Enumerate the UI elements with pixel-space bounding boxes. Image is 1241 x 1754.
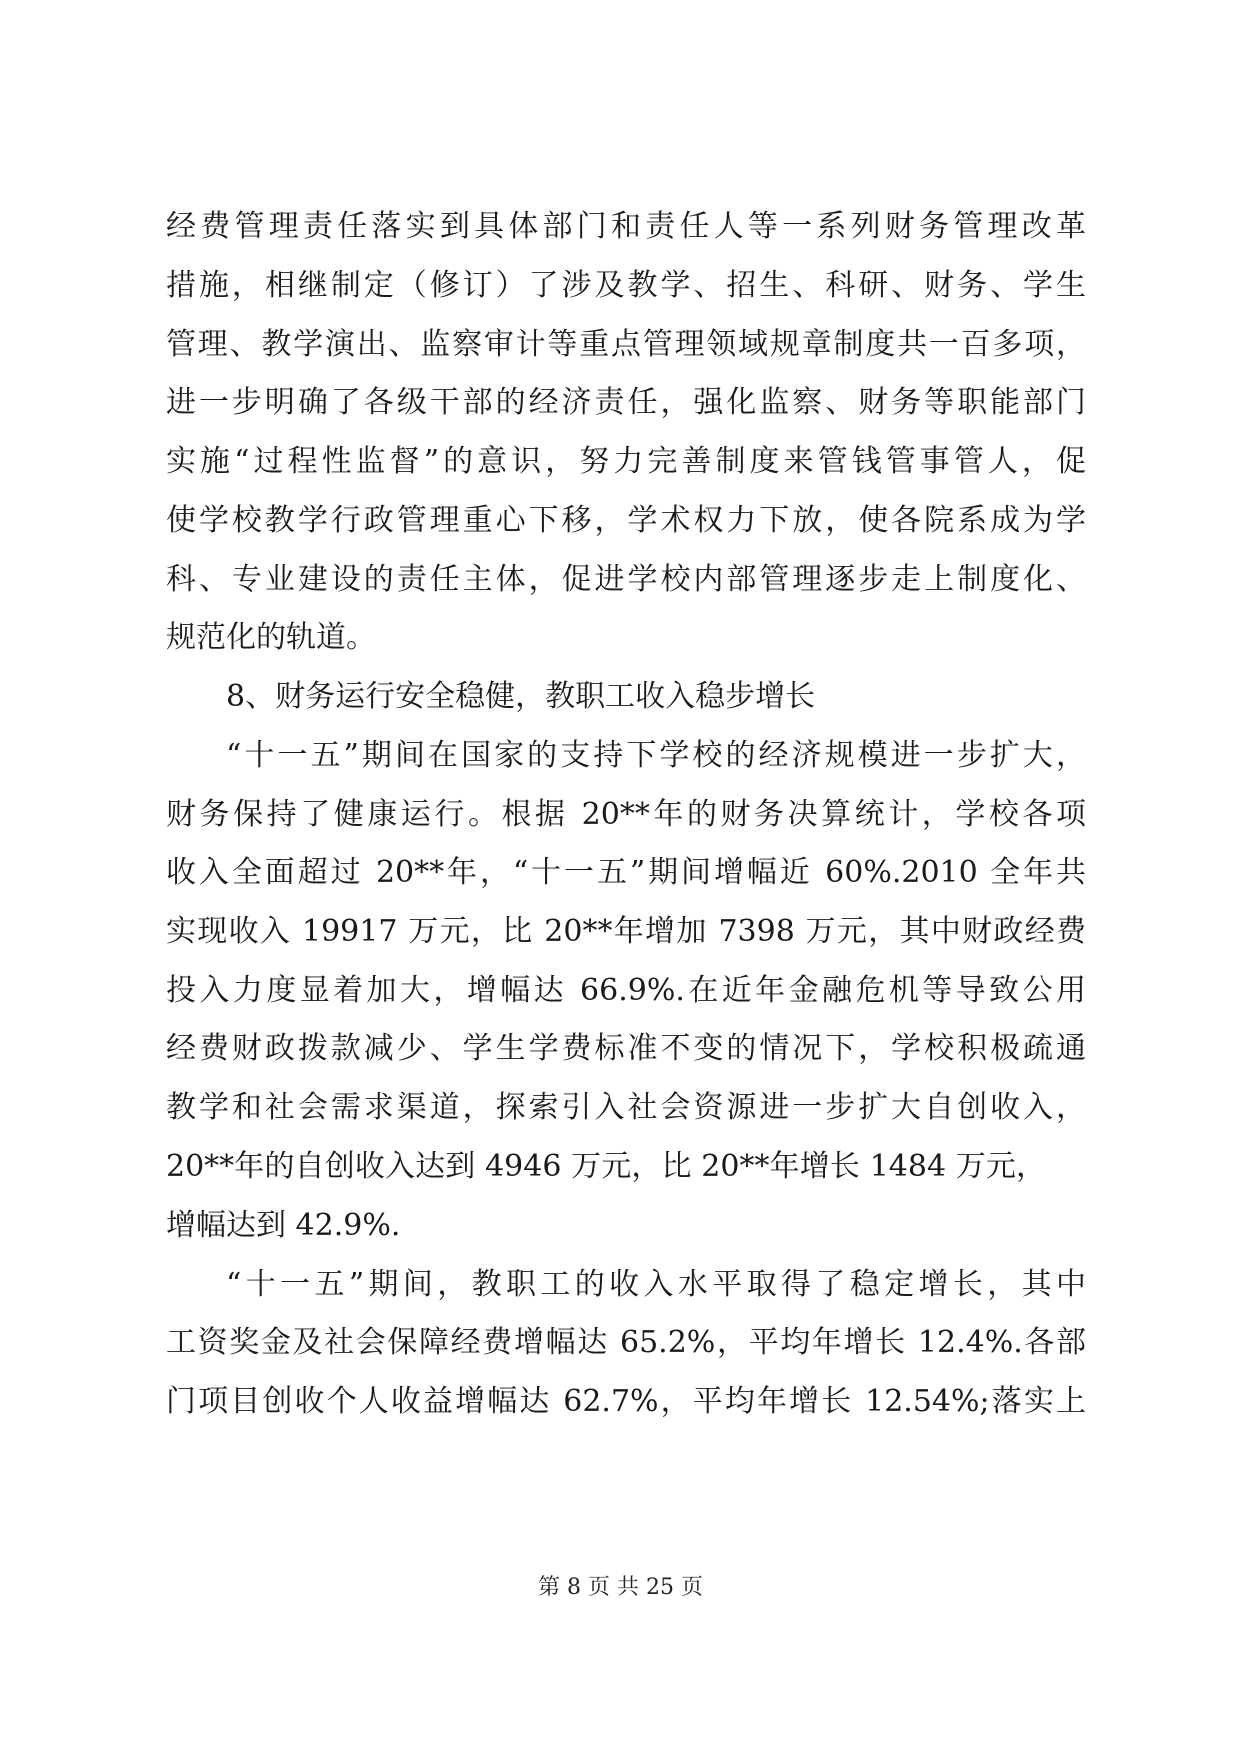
body-text-line: 使学校教学行政管理重心下移，学术权力下放，使各院系成为学 — [166, 503, 1086, 538]
body-text-line: 门项目创收个人收益增幅达 62.7%，平均年增长 12.54%;落实上 — [166, 1384, 1086, 1419]
body-text-line: 投入力度显着加大，增幅达 66.9%.在近年金融危机等导致公用 — [166, 973, 1086, 1008]
body-text-line: 实现收入 19917 万元，比 20**年增加 7398 万元，其中财政经费 — [166, 914, 1086, 949]
page-number-footer: 第 8 页 共 25 页 — [538, 1575, 703, 1600]
body-text-line: 科、专业建设的责任主体，促进学校内部管理逐步走上制度化、 — [166, 562, 1086, 597]
body-text-line: 20**年的自创收入达到 4946 万元，比 20**年增长 1484 万元， — [166, 1149, 1046, 1184]
section-heading: 8、财务运行安全稳健，教职工收入稳步增长 — [226, 679, 816, 714]
body-text-line: 实施“过程性监督”的意识，努力完善制度来管钱管事管人，促 — [166, 444, 1086, 479]
body-text-line: 增幅达到 42.9%. — [166, 1208, 401, 1243]
body-text-line: 规范化的轨道。 — [166, 620, 376, 655]
body-text-line: 管理、教学演出、监察审计等重点管理领域规章制度共一百多项， — [166, 327, 1086, 362]
body-text-line: 工资奖金及社会保障经费增幅达 65.2%，平均年增长 12.4%.各部 — [166, 1325, 1086, 1360]
body-text-line: 财务保持了健康运行。根据 20**年的财务决算统计，学校各项 — [166, 797, 1086, 832]
body-text-line: “十一五”期间在国家的支持下学校的经济规模进一步扩大， — [226, 738, 1086, 773]
body-text-line: 教学和社会需求渠道，探索引入社会资源进一步扩大自创收入， — [166, 1090, 1086, 1125]
body-text-line: 经费财政拨款减少、学生学费标准不变的情况下，学校积极疏通 — [166, 1031, 1086, 1066]
body-text-line: 经费管理责任落实到具体部门和责任人等一系列财务管理改革 — [166, 209, 1086, 244]
body-text-line: “十一五”期间，教职工的收入水平取得了稳定增长，其中 — [226, 1267, 1086, 1302]
body-text-line: 进一步明确了各级干部的经济责任，强化监察、财务等职能部门 — [166, 385, 1086, 420]
body-text-line: 收入全面超过 20**年，“十一五”期间增幅近 60%.2010 全年共 — [166, 855, 1086, 890]
body-text-line: 措施，相继制定（修订）了涉及教学、招生、科研、财务、学生 — [166, 268, 1086, 303]
